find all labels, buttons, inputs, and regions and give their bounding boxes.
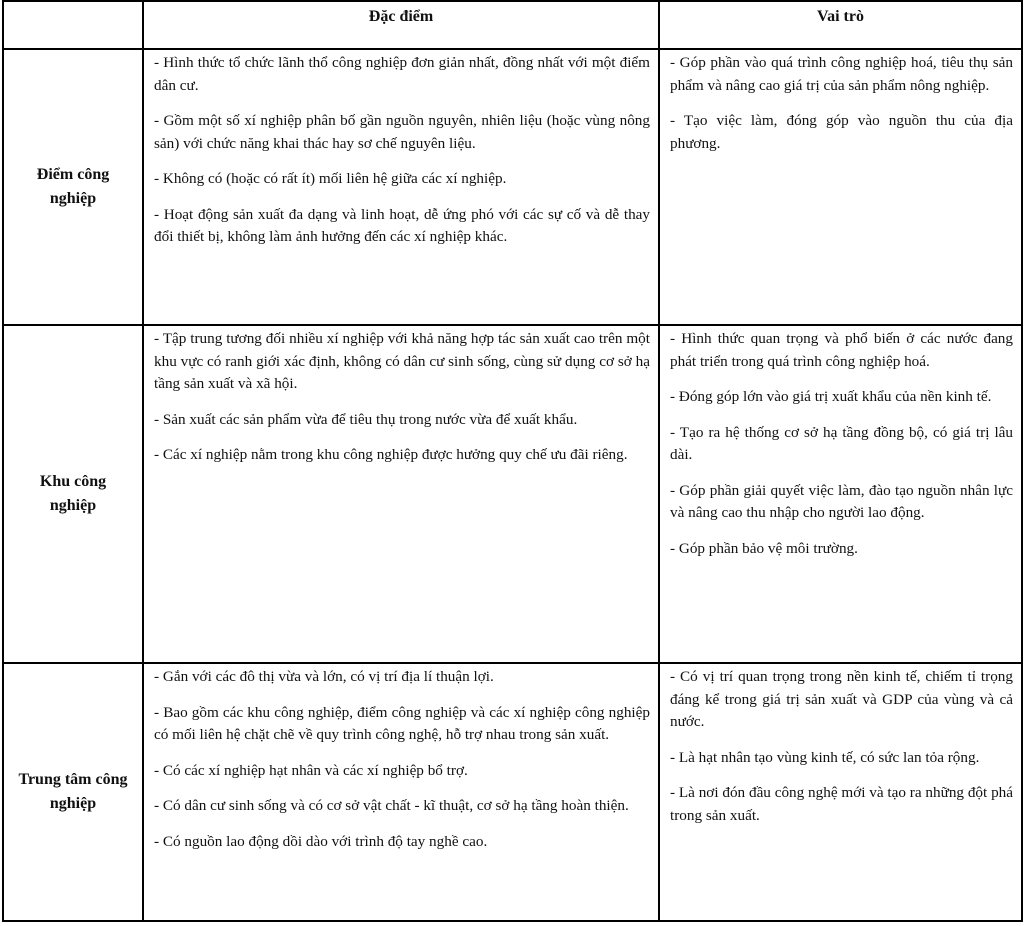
list-item: - Có dân cư sinh sống và có cơ sở vật chất - kĩ thuật, cơ sở hạ tầng hoàn thiện. [154,797,629,814]
table-row [3,49,1022,325]
dac-diem-cell [143,325,659,663]
vai-tro-cell [659,325,1022,663]
list-item: - Tạo ra hệ thống cơ sở hạ tầng đồng bộ, có giá trị lâu dài. [670,423,1013,463]
table-row [3,325,1022,663]
list-item: - Góp phần bảo vệ môi trường. [670,539,858,557]
list-item: - Là nơi đón đầu công nghệ mới và tạo ra những đột phá trong sản xuất. [670,784,1013,824]
list-item: - Đóng góp lớn vào giá trị xuất khẩu của nền kinh tế. [670,388,992,405]
list-item: - Là hạt nhân tạo vùng kinh tế, có sức lan tỏa rộng. [670,748,980,766]
header-empty-cell [3,1,143,49]
table-row [3,663,1022,921]
row-header-khu-cong-nghiep [3,325,143,663]
row-header-trung-tam-cong-nghiep [3,663,143,921]
list-item: - Sản xuất các sản phẩm vừa để tiêu thụ trong nước vừa để xuất khẩu. [154,410,578,428]
list-item: - Hoạt động sản xuất đa dạng và linh hoạt, dễ ứng phó với các sự cố và dễ thay đổi thiết bị, không làm ảnh hưởng đến các xí nghiệp khác. [154,205,650,245]
list-item: - Hình thức tổ chức lãnh thổ công nghiệp đơn giản nhất, đồng nhất với một điểm dân cư. [154,54,650,94]
list-item: - Hình thức quan trọng và phổ biến ở các nước đang phát triển trong quá trình công nghiệp hoá. [670,330,1013,370]
row-header-label: Khu công nghiệp [39,473,107,514]
list-item: - Gắn với các đô thị vừa và lớn, có vị trí địa lí thuận lợi. [154,668,494,685]
vai-tro-cell [659,663,1022,921]
row-header-diem-cong-nghiep [3,49,143,325]
list-item: - Có các xí nghiệp hạt nhân và các xí nghiệp bổ trợ. [154,761,468,779]
list-item: - Có nguồn lao động dồi dào với trình độ tay nghề cao. [154,832,488,850]
list-item: - Góp phần giải quyết việc làm, đào tạo nguồn nhân lực và nâng cao thu nhập cho người lao động. [670,481,1013,521]
dac-diem-cell [143,663,659,921]
list-item: - Tạo việc làm, đóng góp vào nguồn thu của địa phương. [670,112,1013,152]
list-item: - Gồm một số xí nghiệp phân bố gần nguồn nguyên, nhiên liệu (hoặc vùng nông sản) với chức năng khai thác hay sơ chế nguyên liệu. [154,112,650,152]
dac-diem-cell [143,49,659,325]
list-item: - Tập trung tương đối nhiều xí nghiệp với khả năng hợp tác sản xuất cao trên một khu vực có ranh giới xác định, không có dân cư sinh sống, cùng sử dụng cơ sở hạ tầng sản xuất và xã hội. [154,330,650,392]
header-row [3,1,1022,49]
list-item: - Có vị trí quan trọng trong nền kinh tế, chiếm tỉ trọng đáng kể trong giá trị sản xuất và GDP của vùng và cả nước. [670,668,1013,730]
comparison-table [2,0,1023,922]
header-dac-diem: Đặc điểm [143,1,659,49]
vai-tro-cell [659,49,1022,325]
list-item: - Góp phần vào quá trình công nghiệp hoá, tiêu thụ sản phẩm và nâng cao giá trị của sản phẩm nông nghiệp. [670,54,1013,94]
header-vai-tro: Vai trò [659,1,1022,49]
row-header-label: Trung tâm công nghiệp [18,771,128,812]
list-item: - Các xí nghiệp nằm trong khu công nghiệp được hưởng quy chế ưu đãi riêng. [154,446,628,463]
row-header-label: Điểm công nghiệp [36,166,110,207]
list-item: - Không có (hoặc có rất ít) mối liên hệ giữa các xí nghiệp. [154,170,507,187]
list-item: - Bao gồm các khu công nghiệp, điểm công nghiệp và các xí nghiệp công nghiệp có mối liên hệ chặt chẽ về quy trình công nghệ, hỗ trợ nhau trong sản xuất. [154,703,650,743]
